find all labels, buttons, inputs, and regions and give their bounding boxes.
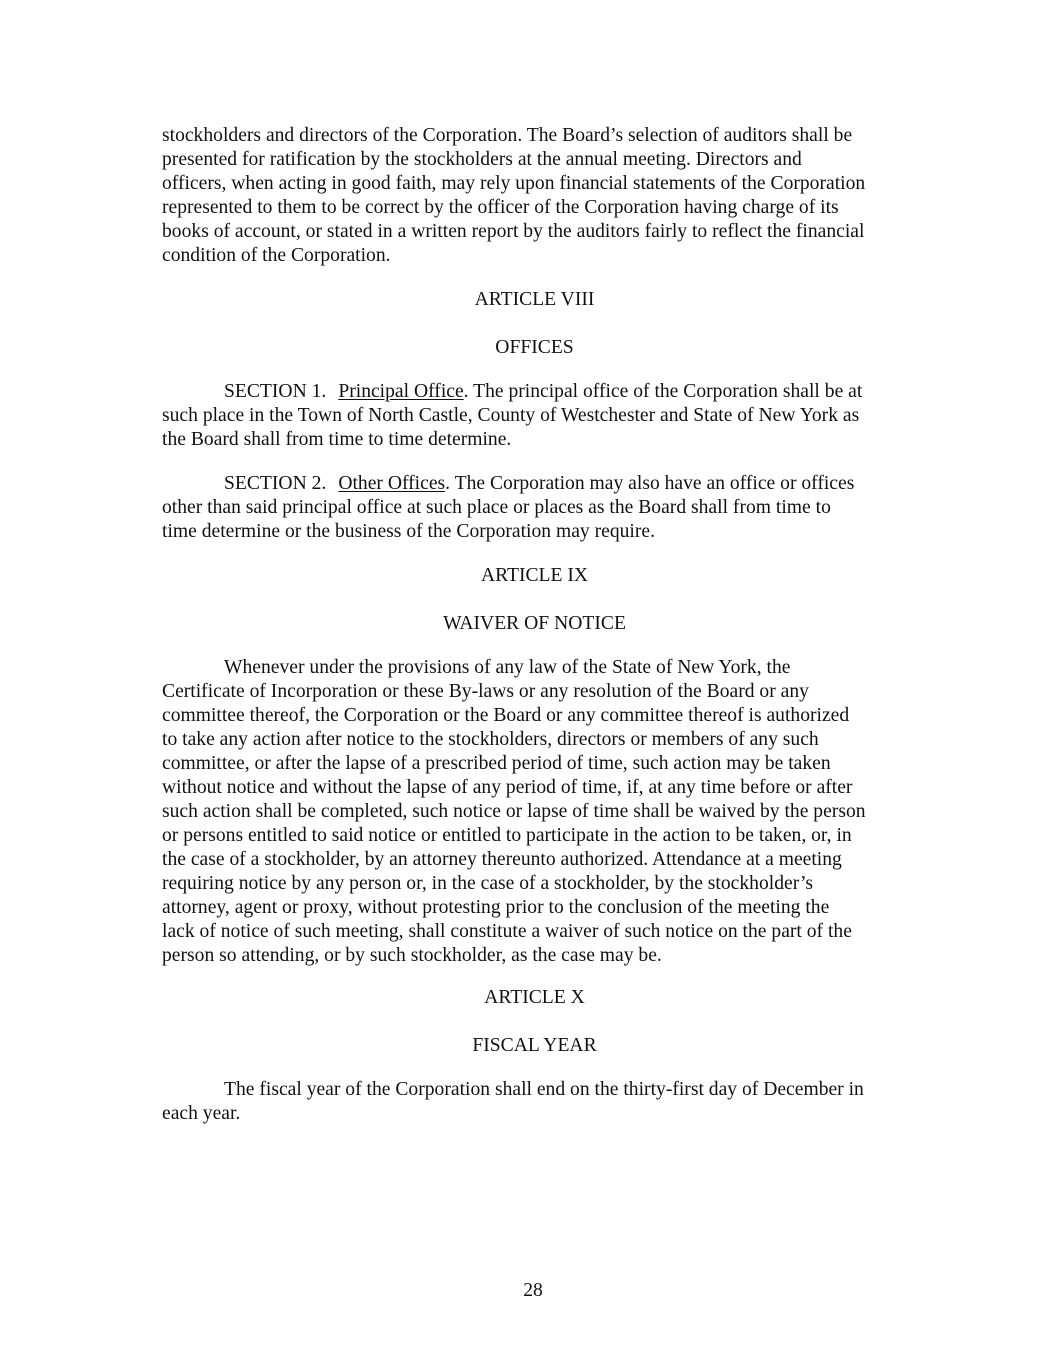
paragraph-line: the case of a stockholder, by an attorney thereunto authorized. Attendance at a meeting bbox=[162, 849, 842, 870]
paragraph-line: the Board shall from time to time determine. bbox=[162, 429, 512, 450]
paragraph-line: person so attending, or by such stockholder, as the case may be. bbox=[162, 945, 662, 966]
paragraph-line: other than said principal office at such place or places as the Board shall from time to bbox=[162, 497, 831, 518]
paragraph-line: or persons entitled to said notice or entitled to participate in the action to be taken, or, in bbox=[162, 825, 852, 846]
paragraph-line: such place in the Town of North Castle, County of Westchester and State of New York as bbox=[162, 405, 860, 426]
paragraph-first-line-text: Whenever under the provisions of any law of the State of New York, the bbox=[224, 657, 791, 678]
fiscal-year-paragraph bbox=[162, 1078, 907, 1126]
paragraph-first-line bbox=[162, 656, 907, 680]
paragraph-line: to take any action after notice to the stockholders, directors or members of any such bbox=[162, 729, 819, 750]
page-number: 28 bbox=[523, 1280, 543, 1301]
section-first-line-text: . The principal office of the Corporation shall be at bbox=[463, 381, 863, 402]
article-ix-title: WAIVER OF NOTICE bbox=[443, 613, 626, 634]
paragraph-line: stockholders and directors of the Corporation. The Board’s selection of auditors shall be bbox=[162, 125, 853, 146]
paragraph-line: officers, when acting in good faith, may rely upon financial statements of the Corporation bbox=[162, 173, 866, 194]
paragraph-first-line-text: The fiscal year of the Corporation shall end on the thirty-first day of December in bbox=[224, 1079, 864, 1100]
section-1-principal-office bbox=[162, 380, 907, 452]
paragraph-line: each year. bbox=[162, 1103, 241, 1124]
article-x-title: FISCAL YEAR bbox=[472, 1035, 597, 1056]
section-first-line bbox=[162, 472, 907, 496]
paragraph-line: committee thereof, the Corporation or the Board or any committee thereof is authorized bbox=[162, 705, 850, 726]
paragraph-line: books of account, or stated in a written report by the auditors fairly to reflect the financial bbox=[162, 221, 865, 242]
article-viii-heading: ARTICLE VIII bbox=[474, 289, 595, 310]
paragraph-line: time determine or the business of the Corporation may require. bbox=[162, 521, 655, 542]
article-viii-title: OFFICES bbox=[495, 337, 574, 358]
section-number: SECTION 2. bbox=[224, 473, 327, 494]
waiver-of-notice-paragraph bbox=[162, 656, 907, 968]
continuation-paragraph bbox=[162, 124, 907, 268]
article-x-heading: ARTICLE X bbox=[484, 987, 585, 1008]
section-number: SECTION 1. bbox=[224, 381, 327, 402]
paragraph-line: lack of notice of such meeting, shall constitute a waiver of such notice on the part of the bbox=[162, 921, 852, 942]
paragraph-first-line bbox=[162, 1078, 907, 1102]
paragraph-line: Certificate of Incorporation or these By-laws or any resolution of the Board or any bbox=[162, 681, 809, 702]
article-ix-heading: ARTICLE IX bbox=[480, 565, 589, 586]
paragraph-line: committee, or after the lapse of a prescribed period of time, such action may be taken bbox=[162, 753, 831, 774]
paragraph-line: requiring notice by any person or, in the case of a stockholder, by the stockholder’s bbox=[162, 873, 814, 894]
paragraph-line: without notice and without the lapse of any period of time, if, at any time before or after bbox=[162, 777, 853, 798]
section-first-line bbox=[162, 380, 907, 404]
paragraph-line: condition of the Corporation. bbox=[162, 245, 391, 266]
paragraph-line: attorney, agent or proxy, without protesting prior to the conclusion of the meeting the bbox=[162, 897, 830, 918]
section-caption: Other Offices bbox=[338, 473, 446, 494]
paragraph-line: presented for ratification by the stockholders at the annual meeting. Directors and bbox=[162, 149, 802, 170]
section-first-line-text: . The Corporation may also have an office or offices bbox=[445, 473, 855, 494]
section-caption: Principal Office bbox=[338, 381, 464, 402]
paragraph-line: such action shall be completed, such notice or lapse of time shall be waived by the person bbox=[162, 801, 866, 822]
paragraph-line: represented to them to be correct by the officer of the Corporation having charge of its bbox=[162, 197, 839, 218]
section-2-other-offices bbox=[162, 472, 907, 544]
